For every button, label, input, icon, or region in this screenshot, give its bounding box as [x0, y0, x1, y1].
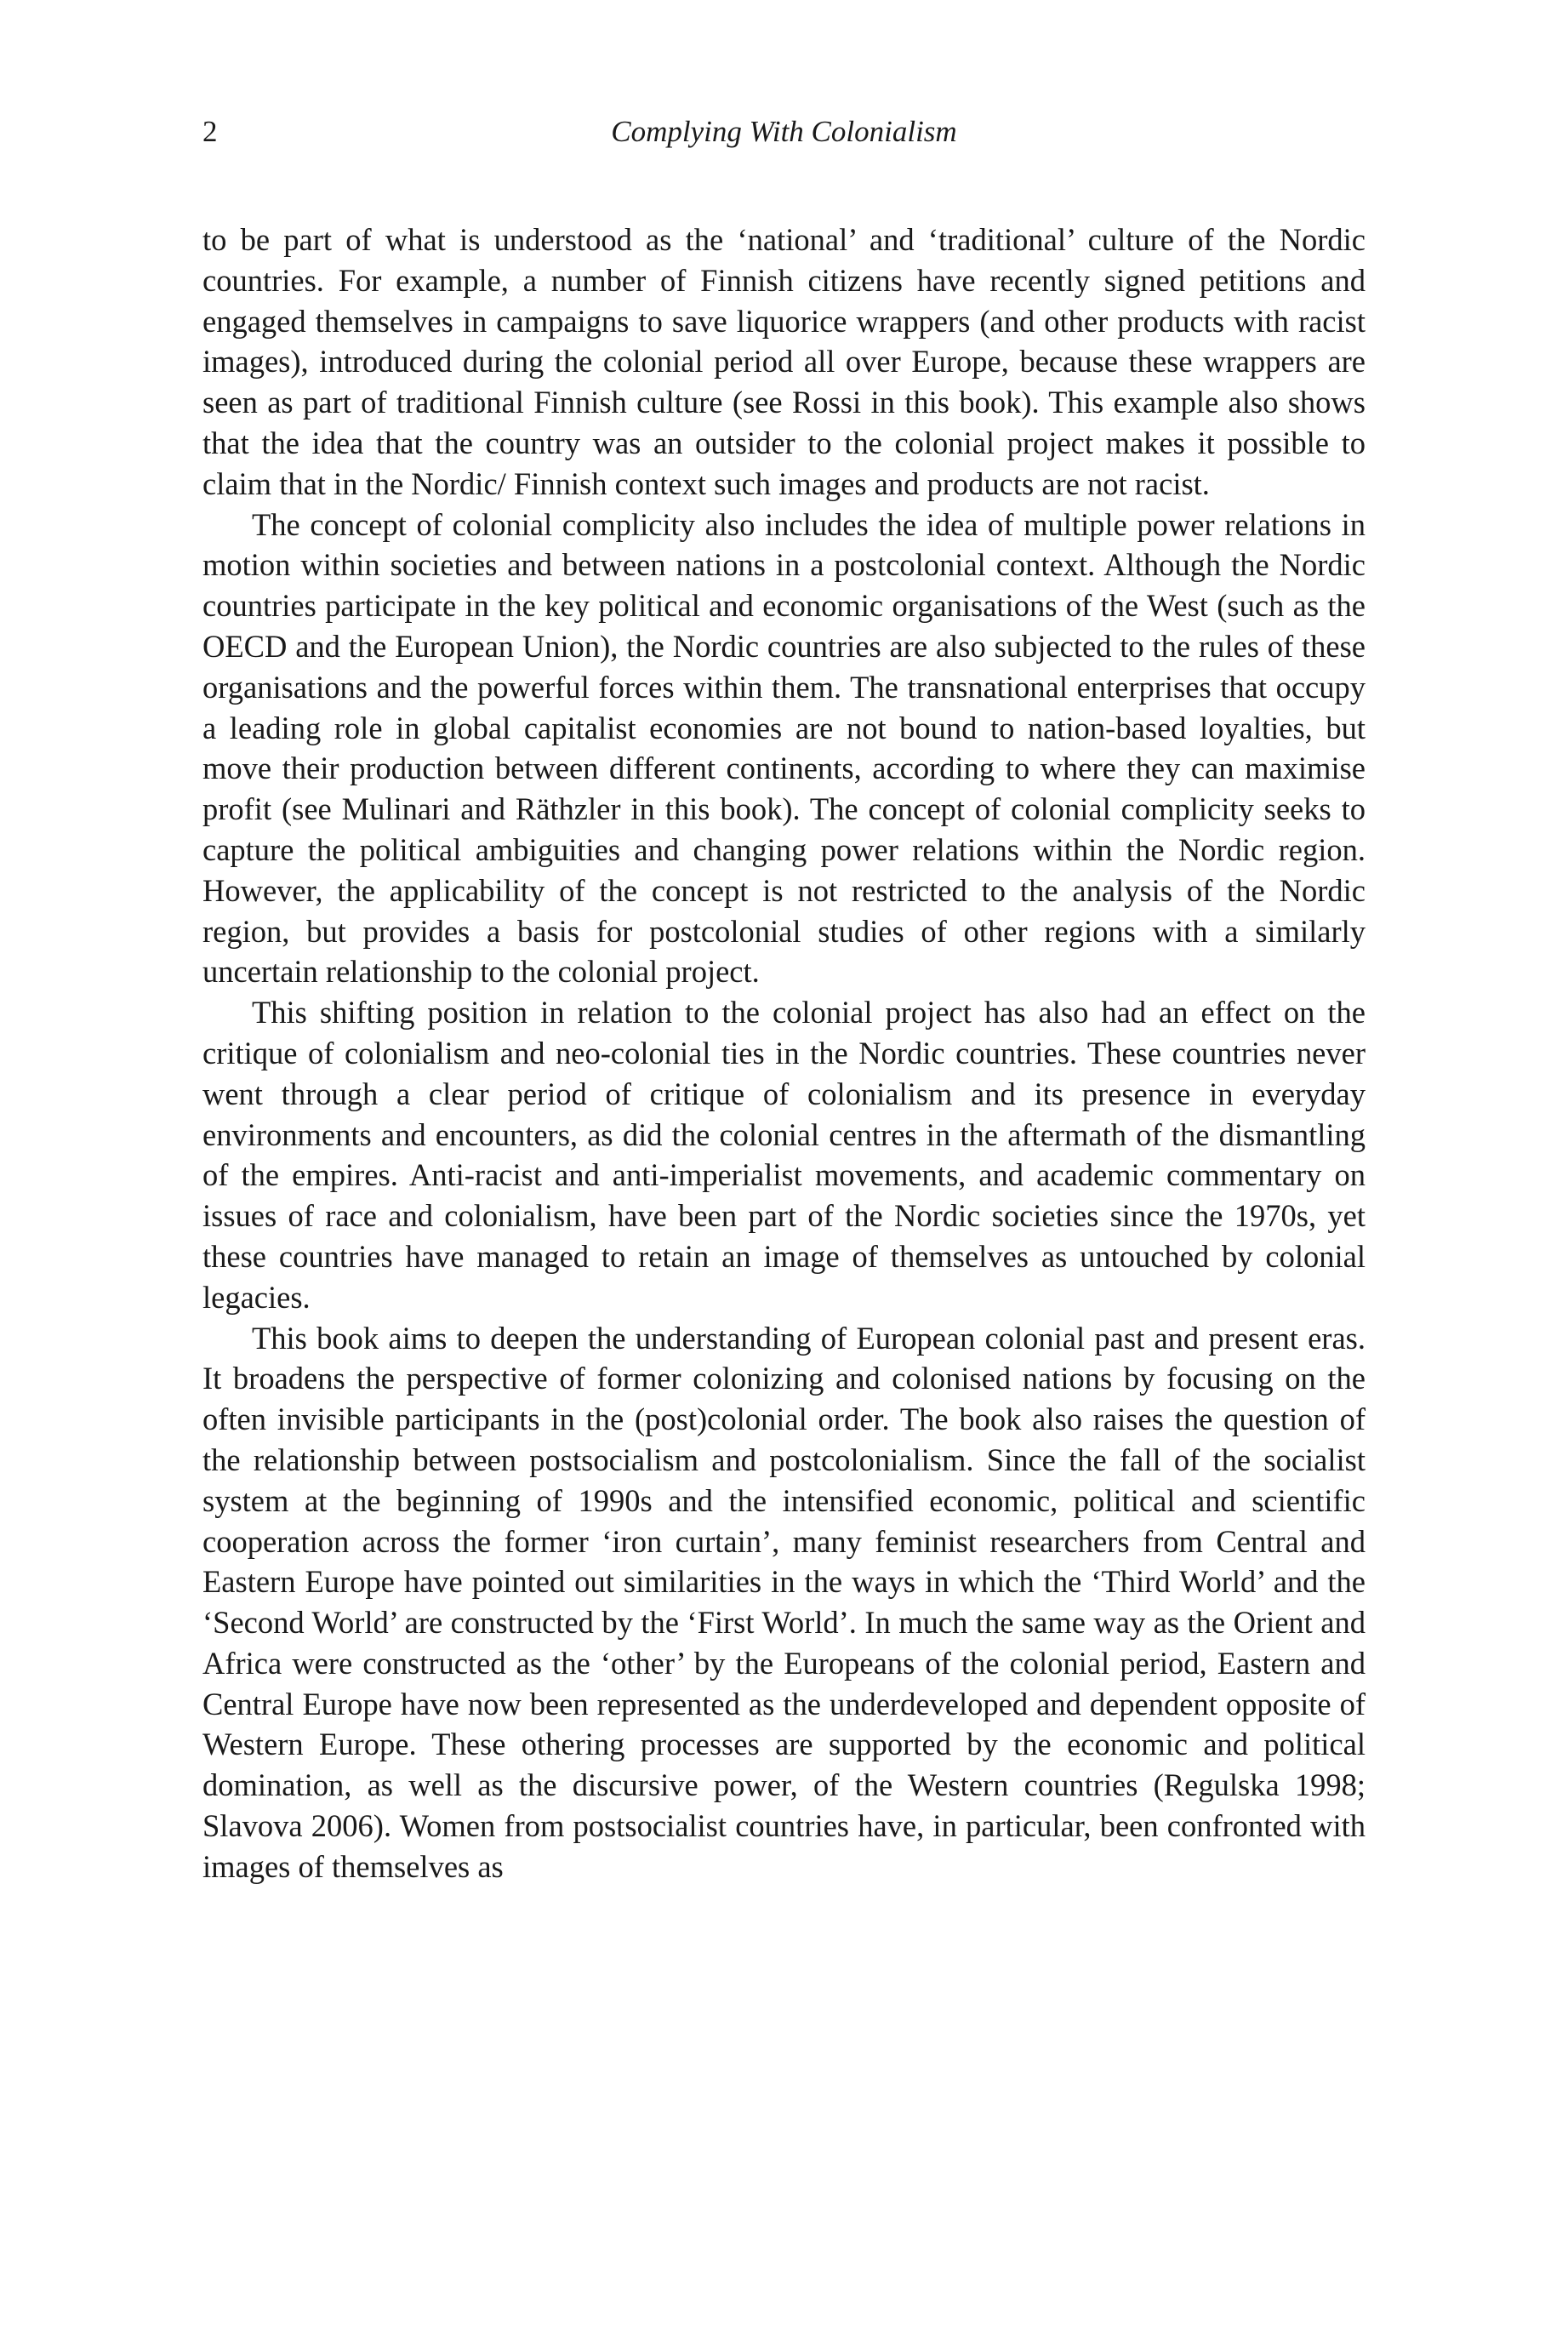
page-number: 2 — [202, 115, 218, 148]
paragraph-book-aims: This book aims to deepen the understanding of European colonial past and present eras. It broadens the perspective of former colonizing and colonised nations by focusing on the often invisible participants in the (post)colonial order. The book also raises the question of the relationship between postsocialism and postcolonialism. Since the fall of the socialist system at the beginning of 1990s and the intensified economic, political and scientific cooperation across the former ‘iron curtain’, many feminist researchers from Central and Eastern Europe have pointed out similarities in the ways in which the ‘Third World’ and the ‘Second World’ are constructed by the ‘First World’. In much the same way as the Orient and Africa were constructed as the ‘other’ by the Europeans of the colonial period, Eastern and Central Europe have now been represented as the underdeveloped and dependent opposite of Western Europe. These othering processes are supported by the economic and political domination, as well as the discursive power, of the Western countries (Regulska 1998; Slavova 2006). Women from postsocialist countries have, in particular, been confronted with images of themselves as — [202, 1320, 1366, 1884]
running-title: Complying With Colonialism — [611, 115, 957, 148]
running-head — [202, 111, 1366, 153]
body-text — [202, 220, 1366, 1887]
paragraph-colonial-complicity: The concept of colonial complicity also includes the idea of multiple power relations in motion within societies and between nations in a postcolonial context. Although the Nordic countries participate in the key political and economic organisations of the West (such as the OECD and the European Union), the Nordic countries are also subjected to the rules of these organisations and the powerful forces within them. The transnational enterprises that occupy a leading role in global capitalist economies are not bound to nation-based loyalties, but move their production between different continents, according to where they can maximise profit (see Mulinari and Räthzler in this book). The concept of colonial complicity seeks to capture the political ambiguities and changing power relations within the Nordic region. However, the applicability of the concept is not restricted to the analysis of the Nordic region, but provides a basis for postcolonial studies of other regions with a similarly uncertain relationship to the colonial project. — [202, 506, 1366, 990]
paragraph-shifting-position: This shifting position in relation to the colonial project has also had an effect on the critique of colonialism and neo-colonial ties in the Nordic countries. These countries never went through a clear period of critique of colonialism and its presence in everyday environments and encounters, as did the colonial centres in the aftermath of the dismantling of the empires. Anti-racist and anti-imperialist movements, and academic commentary on issues of race and colonialism, have been part of the Nordic societies since the 1970s, yet these countries have managed to retain an image of themselves as untouched by colonial legacies. — [202, 995, 1366, 1315]
paragraph-continued: to be part of what is understood as the ‘national’ and ‘traditional’ culture of the Nordic countries. For example, a number of Finnish citizens have recently signed petitions and engaged themselves in campaigns to save liquorice wrappers (and other products with racist images), introduced during the colonial period all over Europe, because these wrappers are seen as part of traditional Finnish culture (see Rossi in this book). This example also shows that the idea that the country was an outsider to the colonial project makes it possible to claim that in the Nordic/ Finnish context such images and products are not racist. — [202, 222, 1366, 501]
